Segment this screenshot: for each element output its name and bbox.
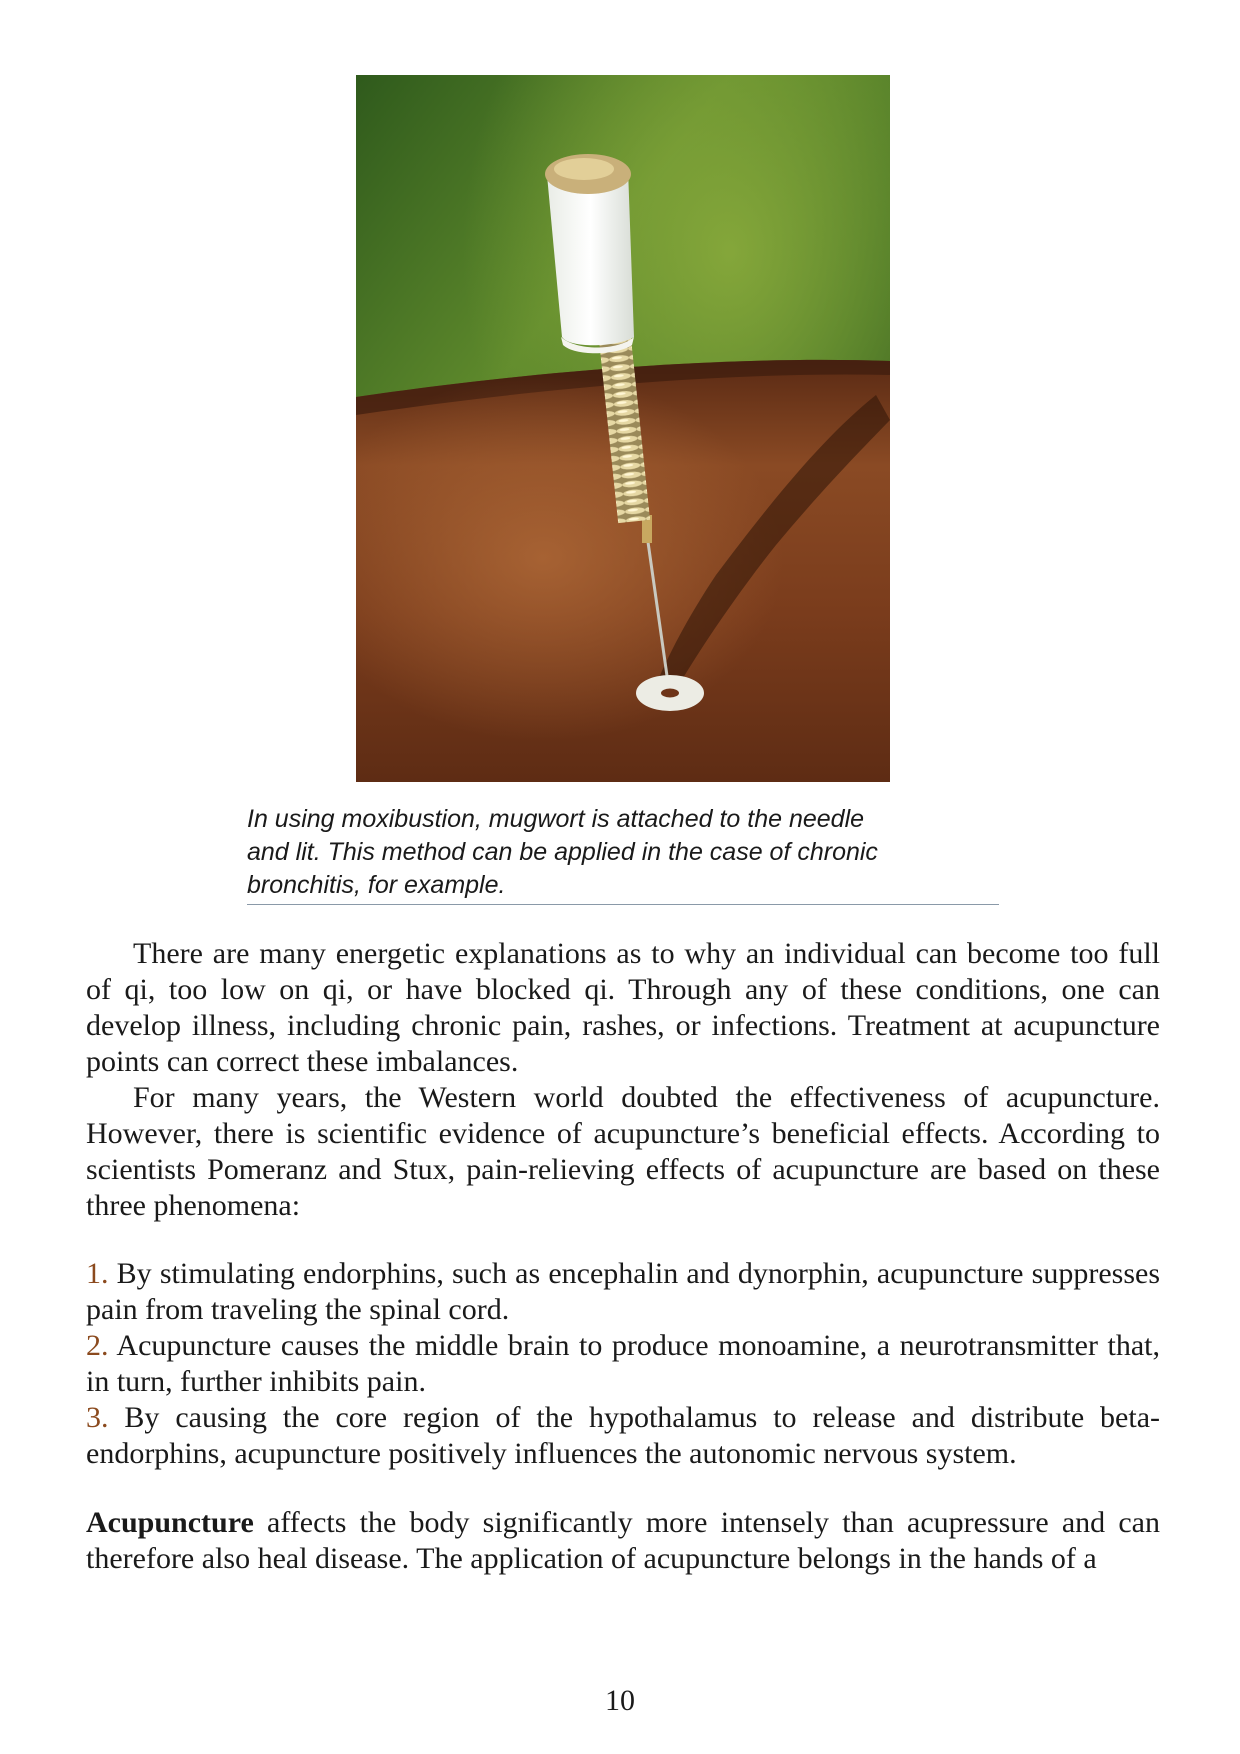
- paragraph-text: affects the body significantly more intensely than acupressure and can therefore also heal disease. The application of acupuncture belongs in the hands of a: [86, 1506, 1160, 1575]
- figure-caption: [247, 803, 999, 905]
- final-paragraph: [86, 1505, 1160, 1577]
- list-number: 1.: [86, 1257, 109, 1290]
- list-item: [86, 1256, 1160, 1328]
- paragraph-western: For many years, the Western world doubted the effectiveness of acupuncture. However, there is scientific evidence of acupuncture’s beneficial effects. According to scientists Pomeranz and Stux, pain-relieving effects of acupuncture are based on these three phenomena:: [86, 1081, 1160, 1222]
- caption-line: and lit. This method can be applied in the case of chronic: [247, 838, 878, 866]
- list-item: [86, 1400, 1160, 1472]
- caption-line: In using moxibustion, mugwort is attached to the needle: [247, 805, 865, 833]
- list-item: [86, 1328, 1160, 1400]
- caption-line: bronchitis, for example.: [247, 871, 506, 899]
- list-text: By stimulating endorphins, such as encephalin and dynorphin, acupuncture suppresses pain from traveling the spinal cord.: [86, 1257, 1160, 1326]
- intro-paragraphs: [86, 936, 1160, 1224]
- phenomena-list: [86, 1256, 1160, 1472]
- bold-term: Acupuncture: [86, 1506, 254, 1539]
- list-text: Acupuncture causes the middle brain to produce monoamine, a neurotransmitter that, in turn, further inhibits pain.: [86, 1329, 1160, 1398]
- moxibustion-photo: [356, 75, 890, 782]
- list-text: By causing the core region of the hypothalamus to release and distribute beta-endorphins, acupuncture positively influences the autonomic nervous system.: [86, 1401, 1161, 1470]
- page-number: 10: [605, 1684, 635, 1717]
- list-number: 3.: [86, 1401, 109, 1434]
- list-number: 2.: [86, 1329, 109, 1362]
- paragraph-acupuncture: [86, 1505, 1160, 1577]
- paragraph-energetic: There are many energetic explanations as to why an individual can become too full of qi, too low on qi, or have blocked qi. Through any of these conditions, one can develop illness, including chronic pain, rashes, or infections. Treatment at acupuncture points can correct these imbalances.: [86, 937, 1160, 1078]
